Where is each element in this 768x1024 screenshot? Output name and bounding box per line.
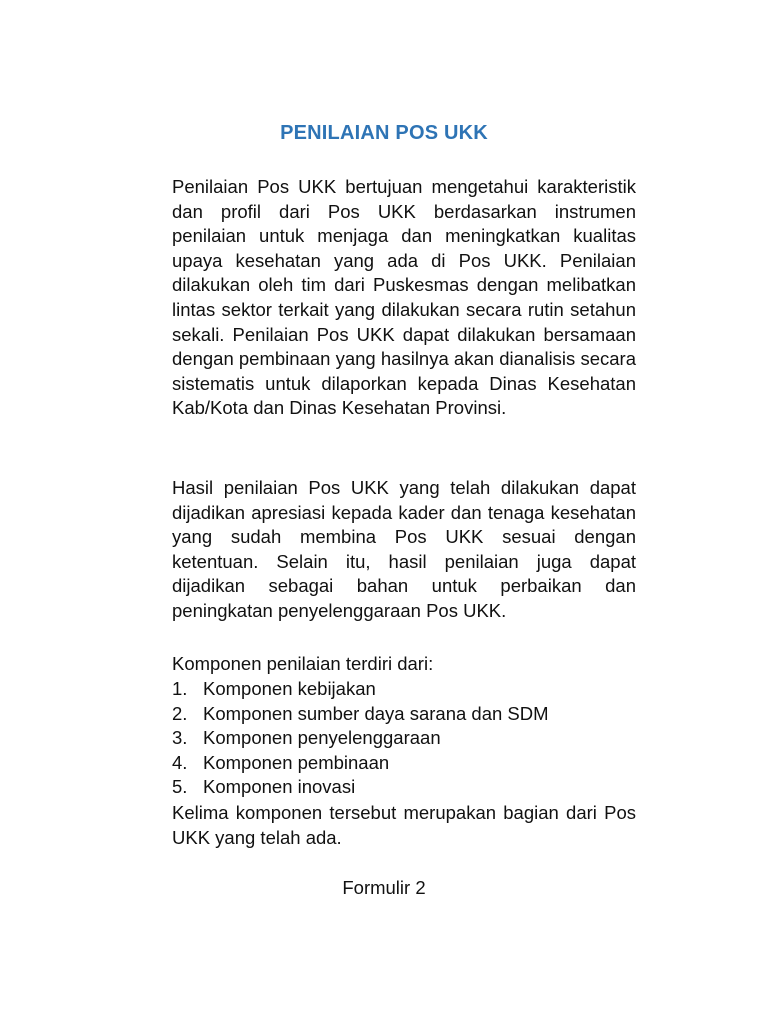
paragraph-purpose: Penilaian Pos UKK bertujuan mengetahui karakteristik dan profil dari Pos UKK berdasarkan instrumen penilaian untuk menjaga dan meningkatkan kualitas upaya kesehatan yang ada di Pos UKK. Penilaian dilakukan oleh tim dari Puskesmas dengan melibatkan lintas sektor terkait yang dilakukan secara rutin setahun sekali. Penilaian Pos UKK dapat dilakukan bersamaan dengan pembinaan yang hasilnya akan dianalisis secara sistematis untuk dilaporkan kepada Dinas Kesehatan Kab/Kota dan Dinas Kesehatan Provinsi. xyxy=(172,176,636,419)
list-item xyxy=(172,677,636,702)
list-item-number: 5. xyxy=(172,776,188,798)
list-item-label: Komponen inovasi xyxy=(203,776,356,798)
list-item-label: Komponen penyelenggaraan xyxy=(203,727,441,749)
form-label: Formulir 2 xyxy=(342,877,426,898)
list-item-label: Komponen kebijakan xyxy=(203,678,376,699)
list-item-label: Komponen pembinaan xyxy=(203,751,390,773)
paragraph-closing: Kelima komponen tersebut merupakan bagian dari Pos UKK yang telah ada. xyxy=(172,802,636,848)
list-item xyxy=(172,775,636,800)
list-item-label: Komponen sumber daya sarana dan SDM xyxy=(203,702,549,724)
paragraph-results: Hasil penilaian Pos UKK yang telah dilakukan dapat dijadikan apresiasi kepada kader dan tenaga kesehatan yang sudah membina Pos UKK sesuai dengan ketentuan. Selain itu, hasil penilaian juga dapat dijadikan sebagai bahan untuk perbaikan dan peningkatan penyelenggaraan Pos UKK. xyxy=(172,477,636,621)
list-item xyxy=(172,702,636,727)
components-intro: Komponen penilaian terdiri dari: xyxy=(172,653,434,674)
list-item-number: 1. xyxy=(172,678,188,699)
list-item xyxy=(172,751,636,776)
list-item xyxy=(172,726,636,751)
list-item-number: 2. xyxy=(172,702,188,724)
list-item-number: 4. xyxy=(172,751,188,773)
page-title: PENILAIAN POS UKK xyxy=(280,122,488,144)
components-list xyxy=(172,677,636,800)
list-item-number: 3. xyxy=(172,727,188,749)
